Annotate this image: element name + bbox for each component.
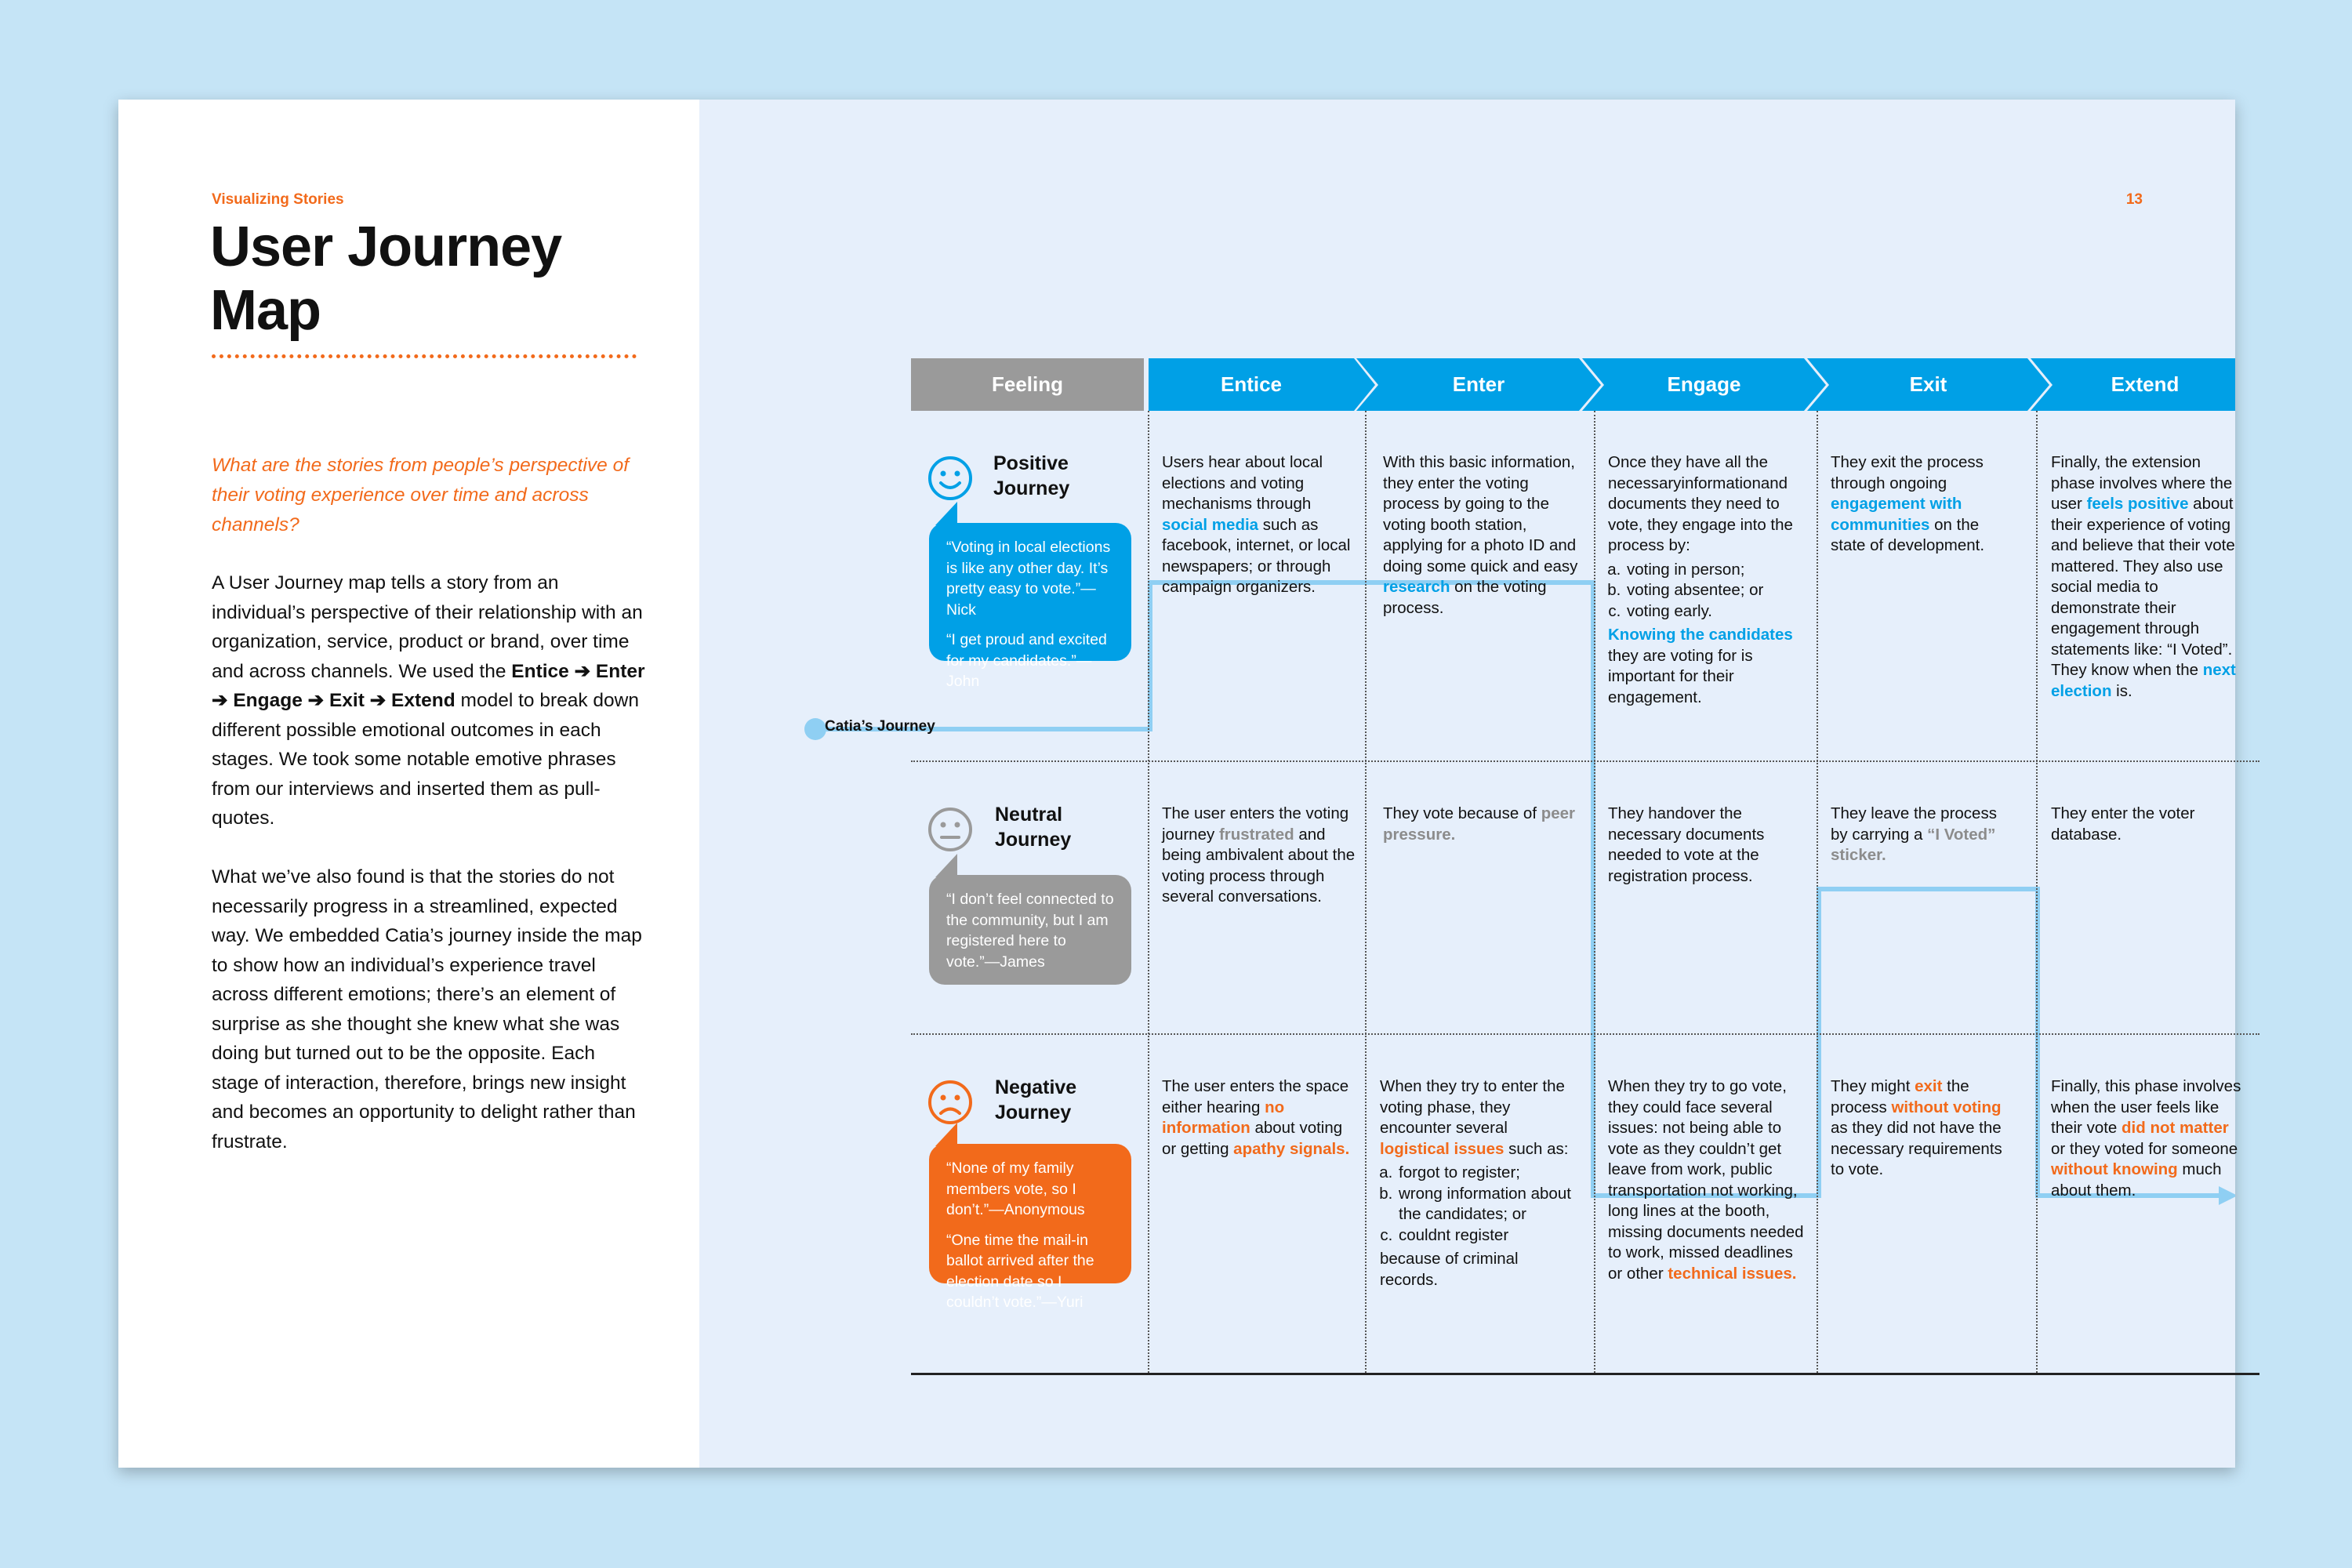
cell-positive-engage: Once they have all the necessaryinformationand documents they need to vote, they engage into the process by: a. voting in person; b. voting absentee; or c. voting early. Knowing the candidates they are voting for is important for their engagement.: [1608, 452, 1804, 708]
header-feeling: Feeling: [911, 358, 1144, 411]
cell-negative-extend: Finally, this phase involves when the user feels like their vote did not matter or they voted for someone without knowing much about them.: [2051, 1077, 2241, 1200]
cell-negative-entice: The user enters the space either hearing no information about voting or getting apathy signals.: [1162, 1077, 1350, 1158]
header-exit: Exit: [1909, 372, 1947, 396]
header-enter: Enter: [1452, 372, 1505, 396]
neutral-journey-title: Neutral Journey: [995, 804, 1072, 851]
row-divider: [911, 760, 2259, 762]
smiley-face-icon: [927, 455, 974, 502]
page-number: 13: [2125, 191, 2143, 208]
cell-positive-entice: Users hear about local elections and voting mechanisms through social media such as facebook, internet, or local newspapers; or through campaign organizers.: [1162, 453, 1351, 596]
negative-journey-title: Negative Journey: [995, 1076, 1077, 1123]
header-extend: Extend: [2111, 372, 2180, 396]
body-paragraph-2: What we’ve also found is that the stories do not necessarily progress in a streamlined, expected way. We embedded Catia’s journey inside the map to show how an individual’s experience travel across different emotions; there’s an element of surprise as she thought she knew what she was doing but turned out to be the opposite. Each stage of interaction, therefore, brings new insight and becomes an opportunity to delight rather than frustrate.: [212, 866, 642, 1152]
map-baseline: [911, 1373, 2259, 1375]
negative-quote-bubble: [929, 1144, 1131, 1311]
positive-quote-bubble: [929, 523, 1131, 690]
header-engage: Engage: [1667, 372, 1741, 396]
cell-neutral-engage: They handover the necessary documents needed to vote at the registration process.: [1608, 804, 1765, 885]
cell-positive-exit: They exit the process through ongoing engagement with communities on the state of development.: [1831, 453, 1985, 554]
frown-face-icon: [927, 1079, 974, 1126]
bubble-tail: [929, 502, 960, 525]
header-entice: Entice: [1220, 372, 1283, 396]
cell-negative-exit: They might exit the process without voting as they did not have the necessary requirements to vote.: [1831, 1077, 2002, 1178]
catias-journey-start-dot: [804, 718, 826, 740]
book-spread: [118, 100, 2241, 1468]
column-divider: [1365, 411, 1367, 1373]
quote: “One time the mail-in ballot arrived after the election date so I couldn’t vote.”—Yuri: [946, 1231, 1094, 1311]
quote: “I get proud and excited for my candidates.”—John: [946, 631, 1107, 690]
bubble-tail: [929, 854, 960, 877]
left-page: [118, 100, 699, 1468]
cell-neutral-extend: They enter the voter database.: [2051, 804, 2195, 844]
row-divider: [911, 1033, 2259, 1035]
cell-positive-enter: With this basic information, they enter the voting process by going to the voting booth station, applying for a photo ID and doing some quick and easy research on the voting process.: [1383, 453, 1578, 617]
page-title: User Journey Map: [210, 216, 562, 342]
positive-journey-title: Positive Journey: [993, 452, 1070, 499]
body-paragraph-1: A User Journey map tells a story from an individual’s perspective of their relationship with an organization, service, product or brand, over time and across channels. We used the Entice ➔ Enter ➔ Engage ➔ Exit ➔ Extend model to break down different possible emotional outcomes in each stages. We took some notable emotive phrases from our interviews and inserted them as pull-quotes.: [212, 572, 645, 829]
quote: “None of my family members vote, so I don’t.”—Anonymous: [946, 1160, 1085, 1218]
column-divider: [1148, 411, 1149, 1373]
journey-map: [699, 100, 2241, 1468]
section-kicker: Visualizing Stories: [212, 191, 344, 208]
neutral-face-icon: [927, 806, 974, 853]
column-divider: [1817, 411, 1818, 1373]
cell-negative-engage: When they try to go vote, they could face several issues: not being able to vote as they couldn’t get leave from work, public transportation not working, long lines at the booth, missing documents needed to work, missed deadlines or other technical issues.: [1608, 1077, 1804, 1283]
catias-journey-label: Catia’s Journey: [825, 718, 935, 735]
cell-positive-extend: Finally, the extension phase involves where the user feels positive about their experience of voting and believe that their vote mattered. They also use social media to demonstrate their engagement through statements like: “I Voted”. They know when the next election is.: [2051, 453, 2236, 700]
dotted-divider: [212, 354, 637, 358]
cell-neutral-exit: They leave the process by carrying a “I Voted” sticker.: [1831, 804, 1997, 864]
right-page: [699, 100, 2241, 1468]
cell-neutral-entice: The user enters the voting journey frustrated and being ambivalent about the voting process through several conversations.: [1162, 804, 1356, 906]
quote: “I don’t feel connected to the community, but I am registered here to vote.”—James: [946, 891, 1114, 971]
column-divider: [1594, 411, 1595, 1373]
neutral-quote-bubble: [929, 875, 1131, 985]
quote: “Voting in local elections is like any other day. It’s pretty easy to vote.”—Nick: [946, 539, 1111, 619]
cell-negative-enter: When they try to enter the voting phase, they encounter several logistical issues such as: a. forgot to register; b. wrong information about the candidates; or c. couldnt register because of criminal records.: [1380, 1076, 1576, 1290]
intro-question: What are the stories from people’s perspective of their voting experience over time and across channels?: [212, 455, 630, 535]
column-divider: [2036, 411, 2038, 1373]
bubble-tail: [929, 1123, 960, 1146]
cell-neutral-enter: They vote because of peer pressure.: [1383, 804, 1576, 844]
